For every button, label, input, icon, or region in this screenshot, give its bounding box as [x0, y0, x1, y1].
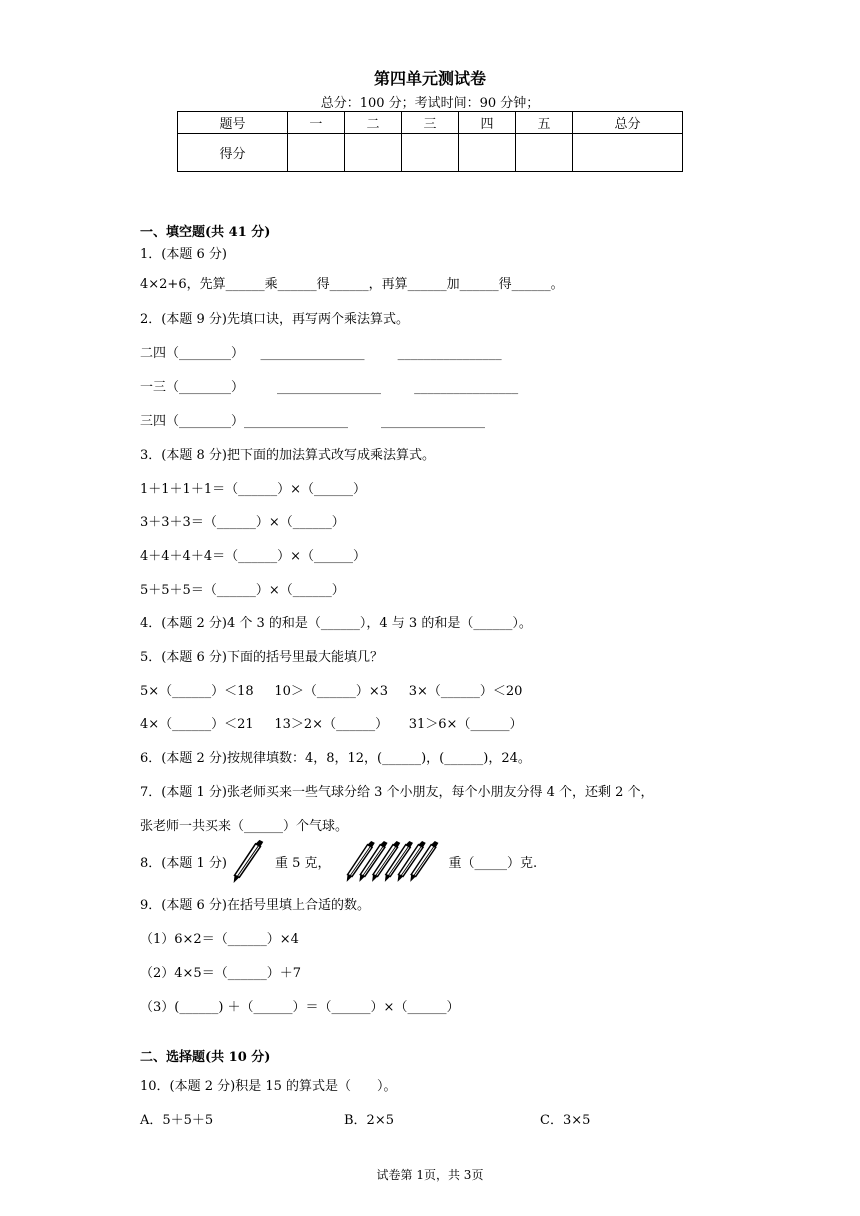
q9-line-1: （1）6×2＝（______）×4 — [140, 932, 299, 947]
q5-title: 5．(本题 6 分)下面的括号里最大能填几？ — [140, 650, 383, 665]
q1-body: 4×2+6，先算______乘______得______，再算______加______得______。 — [140, 277, 564, 292]
q2-line-2: 一三（________） ________________ ________________ — [140, 380, 519, 395]
score-header-cell: 三 — [401, 112, 458, 134]
q10-title: 10．(本题 2 分)积是 15 的算式是（ ）。 — [140, 1079, 397, 1094]
score-table-score-row — [178, 134, 683, 172]
score-header-cell: 四 — [458, 112, 515, 134]
q7-line-2: 张老师一共买来（______）个气球。 — [140, 819, 349, 834]
q3-title: 3．(本题 8 分)把下面的加法算式改写成乘法算式。 — [140, 448, 435, 463]
score-cell[interactable] — [287, 134, 344, 172]
q6-text: 6．(本题 2 分)按规律填数：4，8，12，(______)，(______)，24。 — [140, 751, 531, 766]
q3-line-3: 4＋4＋4＋4＝（______）×（______） — [140, 549, 366, 564]
score-header-cell: 二 — [344, 112, 401, 134]
q10-option-a[interactable]: A．5＋5＋5 — [140, 1113, 214, 1128]
q8-suffix: 重（_____）克. — [448, 855, 538, 871]
score-table — [177, 111, 683, 172]
q2-title: 2．(本题 9 分)先填口诀，再写两个乘法算式。 — [140, 312, 409, 327]
score-cell[interactable] — [344, 134, 401, 172]
q10-option-b[interactable]: B．2×5 — [344, 1113, 394, 1128]
score-header-cell: 五 — [515, 112, 572, 134]
q8-mid: 重 5 克， — [274, 855, 331, 871]
q3-line-4: 5＋5＋5＝（______）×（______） — [140, 583, 345, 598]
section1-heading: 一、填空题(共 41 分) — [140, 225, 271, 240]
q8-line — [140, 838, 537, 884]
pencil-group-icon — [343, 838, 443, 884]
q3-line-2: 3＋3＋3＝（______）×（______） — [140, 515, 345, 530]
score-cell[interactable] — [458, 134, 515, 172]
exam-subtitle: 总分：100 分；考试时间：90 分钟； — [320, 96, 540, 111]
q3-line-1: 1＋1＋1＋1＝（______）×（______） — [140, 482, 366, 497]
score-row-label: 得分 — [178, 134, 288, 172]
q1-title: 1．(本题 6 分) — [140, 247, 227, 262]
q10-option-c[interactable]: C．3×5 — [540, 1113, 591, 1128]
exam-title: 第四单元测试卷 — [373, 69, 486, 88]
page-footer: 试卷第 1页，共 3页 — [376, 1168, 484, 1182]
q4-text: 4．(本题 2 分)4 个 3 的和是（______），4 与 3 的和是（______）。 — [140, 616, 532, 631]
q2-line-3: 三四（________）________________ ________________ — [140, 414, 486, 429]
section2-heading: 二、选择题(共 10 分) — [140, 1050, 271, 1065]
q9-title: 9．(本题 6 分)在括号里填上合适的数。 — [140, 898, 370, 913]
score-header-cell: 一 — [287, 112, 344, 134]
q7-line-1: 7．(本题 1 分)张老师买来一些气球分给 3 个小朋友，每个小朋友分得 4 个，还剩 2 个， — [140, 785, 654, 800]
q8-prefix: 8．(本题 1 分) — [140, 855, 227, 871]
pencil-icon — [227, 838, 267, 884]
q2-line-1: 二四（________） ________________ ________________ — [140, 346, 502, 361]
q9-line-3: （3）(______) ＋（______）＝（______）×（______） — [140, 1000, 460, 1015]
score-cell[interactable] — [515, 134, 572, 172]
score-header-cell: 题号 — [178, 112, 288, 134]
score-cell[interactable] — [401, 134, 458, 172]
score-cell[interactable] — [573, 134, 683, 172]
score-header-cell: 总分 — [573, 112, 683, 134]
q9-line-2: （2）4×5＝（______）＋7 — [140, 966, 301, 981]
q5-line-2: 4×（______）＜21 13＞2×（______） 31＞6×（______） — [140, 717, 523, 732]
score-table-header-row — [178, 112, 683, 134]
q5-line-1: 5×（______）＜18 10＞（______）×3 3×（______）＜20 — [140, 684, 523, 699]
